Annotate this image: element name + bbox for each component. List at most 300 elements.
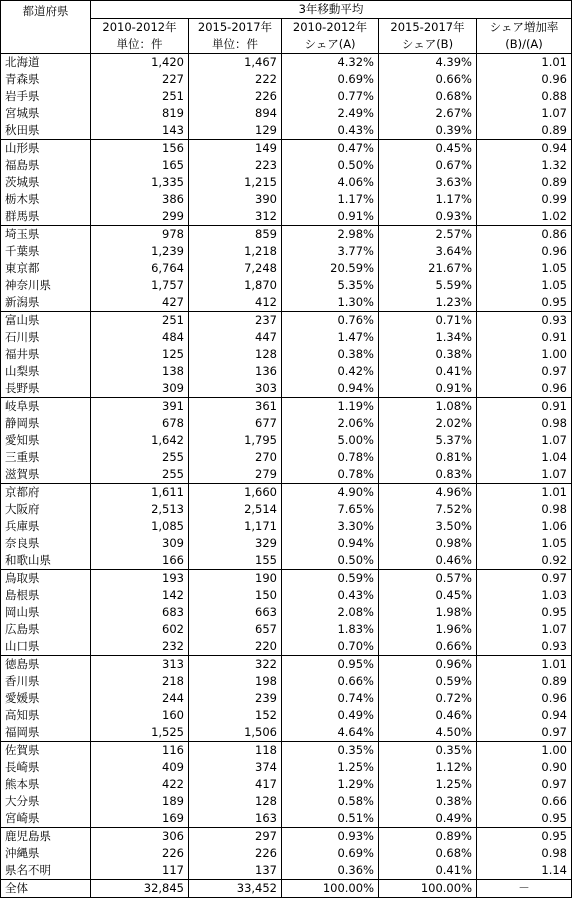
count-2015-cell: 1,870	[189, 277, 282, 294]
share-2015-cell: 0.49%	[379, 810, 477, 828]
count-2010-cell: 255	[91, 466, 189, 484]
prefecture-cell: 愛媛県	[1, 690, 91, 707]
growth-rate-cell: 1.00	[477, 346, 572, 363]
share-2010-cell: 3.30%	[282, 518, 379, 535]
growth-rate-cell: 1.14	[477, 862, 572, 880]
count-2015-cell: 417	[189, 776, 282, 793]
share-2010-cell: 0.38%	[282, 346, 379, 363]
prefecture-cell: 京都府	[1, 484, 91, 502]
count-2010-cell: 251	[91, 88, 189, 105]
count-2015-cell: 1,467	[189, 54, 282, 72]
share-2015-cell: 0.89%	[379, 828, 477, 846]
prefecture-cell: 千葉県	[1, 243, 91, 260]
prefecture-cell: 福岡県	[1, 724, 91, 742]
share-2010-cell: 0.91%	[282, 208, 379, 226]
count-2015-cell: 677	[189, 415, 282, 432]
count-2010-cell: 6,764	[91, 260, 189, 277]
table-row	[1, 157, 572, 174]
prefecture-cell: 兵庫県	[1, 518, 91, 535]
growth-rate-cell: 1.05	[477, 260, 572, 277]
growth-rate-cell: 0.97	[477, 570, 572, 588]
count-2015-cell: 297	[189, 828, 282, 846]
growth-rate-cell: 0.95	[477, 828, 572, 846]
table-row	[1, 535, 572, 552]
count-2010-cell: 166	[91, 552, 189, 570]
share-2015-cell: 1.23%	[379, 294, 477, 312]
prefecture-cell: 佐賀県	[1, 742, 91, 760]
count-2015-cell: 894	[189, 105, 282, 122]
count-2010-cell: 1,085	[91, 518, 189, 535]
share-2010-cell: 0.78%	[282, 466, 379, 484]
total-prefecture-cell: 全体	[1, 880, 91, 898]
share-2010-cell: 4.06%	[282, 174, 379, 191]
share-2015-cell: 0.39%	[379, 122, 477, 140]
growth-rate-cell: 0.86	[477, 226, 572, 244]
count-2015-cell: 137	[189, 862, 282, 880]
table-row	[1, 208, 572, 226]
prefecture-cell: 長野県	[1, 380, 91, 398]
share-2015-cell: 0.46%	[379, 552, 477, 570]
count-2010-cell: 299	[91, 208, 189, 226]
prefecture-cell: 熊本県	[1, 776, 91, 793]
table-row	[1, 191, 572, 208]
share-2010-cell: 0.58%	[282, 793, 379, 810]
share-2015-cell: 0.57%	[379, 570, 477, 588]
prefecture-cell: 長崎県	[1, 759, 91, 776]
growth-rate-cell: 0.91	[477, 398, 572, 416]
table-row	[1, 656, 572, 674]
count-2010-cell: 1,420	[91, 54, 189, 72]
share-2015-cell: 5.37%	[379, 432, 477, 449]
count-2015-cell: 1,215	[189, 174, 282, 191]
table-row	[1, 329, 572, 346]
table-row	[1, 449, 572, 466]
share-2015-cell: 3.64%	[379, 243, 477, 260]
prefecture-cell: 滋賀県	[1, 466, 91, 484]
total-share-2010-cell: 100.00%	[282, 880, 379, 898]
share-2010-cell: 0.69%	[282, 71, 379, 88]
header-count-2010: 2010-2012年	[91, 19, 189, 37]
table-row	[1, 501, 572, 518]
share-2015-cell: 0.72%	[379, 690, 477, 707]
share-2015-cell: 0.38%	[379, 346, 477, 363]
prefecture-cell: 鳥取県	[1, 570, 91, 588]
table-body	[1, 54, 572, 898]
growth-rate-cell: 1.07	[477, 621, 572, 638]
growth-rate-cell: 1.02	[477, 208, 572, 226]
share-2010-cell: 0.66%	[282, 673, 379, 690]
growth-rate-cell: 0.98	[477, 845, 572, 862]
share-2010-cell: 0.50%	[282, 552, 379, 570]
share-2010-cell: 0.77%	[282, 88, 379, 105]
share-2015-cell: 1.25%	[379, 776, 477, 793]
growth-rate-cell: 0.66	[477, 793, 572, 810]
count-2010-cell: 232	[91, 638, 189, 656]
count-2010-cell: 819	[91, 105, 189, 122]
share-2010-cell: 1.30%	[282, 294, 379, 312]
table-row	[1, 793, 572, 810]
growth-rate-cell: 1.06	[477, 518, 572, 535]
growth-rate-cell: 0.98	[477, 501, 572, 518]
growth-rate-cell: 1.04	[477, 449, 572, 466]
count-2010-cell: 125	[91, 346, 189, 363]
share-2010-cell: 1.83%	[282, 621, 379, 638]
count-2010-cell: 189	[91, 793, 189, 810]
share-2010-cell: 1.47%	[282, 329, 379, 346]
table-row	[1, 552, 572, 570]
total-share-2015-cell: 100.00%	[379, 880, 477, 898]
count-2015-cell: 270	[189, 449, 282, 466]
growth-rate-cell: 1.07	[477, 432, 572, 449]
count-2015-cell: 222	[189, 71, 282, 88]
share-2010-cell: 4.64%	[282, 724, 379, 742]
share-2015-cell: 0.71%	[379, 312, 477, 330]
share-2010-cell: 4.32%	[282, 54, 379, 72]
share-2010-cell: 0.70%	[282, 638, 379, 656]
share-2010-cell: 1.29%	[282, 776, 379, 793]
count-2015-cell: 223	[189, 157, 282, 174]
count-2015-cell: 303	[189, 380, 282, 398]
count-2015-cell: 329	[189, 535, 282, 552]
count-2015-cell: 7,248	[189, 260, 282, 277]
prefecture-cell: 三重県	[1, 449, 91, 466]
growth-rate-cell: 1.07	[477, 105, 572, 122]
table-row	[1, 570, 572, 588]
share-2015-cell: 1.98%	[379, 604, 477, 621]
share-2015-cell: 4.39%	[379, 54, 477, 72]
count-2015-cell: 226	[189, 88, 282, 105]
count-2015-cell: 374	[189, 759, 282, 776]
header-count-2015: 2015-2017年	[189, 19, 282, 37]
prefecture-cell: 神奈川県	[1, 277, 91, 294]
count-2015-cell: 390	[189, 191, 282, 208]
count-2010-cell: 427	[91, 294, 189, 312]
count-2015-cell: 128	[189, 346, 282, 363]
share-2010-cell: 0.59%	[282, 570, 379, 588]
growth-rate-cell: 0.98	[477, 415, 572, 432]
total-count-2010-cell: 32,845	[91, 880, 189, 898]
share-2015-cell: 0.35%	[379, 742, 477, 760]
count-2010-cell: 683	[91, 604, 189, 621]
share-2015-cell: 0.66%	[379, 638, 477, 656]
growth-rate-cell: 0.95	[477, 604, 572, 621]
prefecture-cell: 山口県	[1, 638, 91, 656]
share-2010-cell: 0.94%	[282, 380, 379, 398]
total-row	[1, 880, 572, 898]
share-2010-cell: 0.43%	[282, 122, 379, 140]
share-2015-cell: 0.83%	[379, 466, 477, 484]
prefecture-cell: 群馬県	[1, 208, 91, 226]
count-2015-cell: 220	[189, 638, 282, 656]
share-2015-cell: 0.91%	[379, 380, 477, 398]
table-row	[1, 845, 572, 862]
prefecture-cell: 奈良県	[1, 535, 91, 552]
share-2015-cell: 0.45%	[379, 140, 477, 158]
growth-rate-cell: 1.05	[477, 277, 572, 294]
count-2015-cell: 198	[189, 673, 282, 690]
count-2015-cell: 859	[189, 226, 282, 244]
count-2015-cell: 657	[189, 621, 282, 638]
share-2015-cell: 3.63%	[379, 174, 477, 191]
table-row	[1, 105, 572, 122]
table-row	[1, 621, 572, 638]
count-2010-cell: 409	[91, 759, 189, 776]
share-2010-cell: 7.65%	[282, 501, 379, 518]
share-2015-cell: 1.12%	[379, 759, 477, 776]
count-2010-cell: 602	[91, 621, 189, 638]
share-2015-cell: 0.46%	[379, 707, 477, 724]
prefecture-cell: 徳島県	[1, 656, 91, 674]
table-row	[1, 243, 572, 260]
table-row	[1, 54, 572, 72]
count-2010-cell: 160	[91, 707, 189, 724]
share-2010-cell: 1.25%	[282, 759, 379, 776]
growth-rate-cell: 0.99	[477, 191, 572, 208]
count-2015-cell: 279	[189, 466, 282, 484]
total-count-2015-cell: 33,452	[189, 880, 282, 898]
table-row	[1, 380, 572, 398]
growth-rate-cell: 0.95	[477, 810, 572, 828]
growth-rate-cell: 1.00	[477, 742, 572, 760]
share-2015-cell: 2.02%	[379, 415, 477, 432]
table-row	[1, 638, 572, 656]
count-2015-cell: 149	[189, 140, 282, 158]
growth-rate-cell: 0.94	[477, 140, 572, 158]
growth-rate-cell: 0.89	[477, 673, 572, 690]
count-2010-cell: 1,642	[91, 432, 189, 449]
table-row	[1, 828, 572, 846]
share-2015-cell: 0.96%	[379, 656, 477, 674]
growth-rate-cell: 0.95	[477, 294, 572, 312]
table-row	[1, 88, 572, 105]
share-2010-cell: 5.00%	[282, 432, 379, 449]
count-2015-cell: 239	[189, 690, 282, 707]
prefecture-cell: 福島県	[1, 157, 91, 174]
prefecture-cell: 沖縄県	[1, 845, 91, 862]
prefecture-cell: 広島県	[1, 621, 91, 638]
table-row	[1, 346, 572, 363]
count-2010-cell: 1,611	[91, 484, 189, 502]
count-2010-cell: 1,525	[91, 724, 189, 742]
growth-rate-cell: 0.88	[477, 88, 572, 105]
count-2010-cell: 227	[91, 71, 189, 88]
growth-rate-cell: 1.07	[477, 466, 572, 484]
header-moving-average: 3年移動平均	[91, 1, 572, 19]
growth-rate-cell: 0.89	[477, 174, 572, 191]
share-2015-cell: 0.66%	[379, 71, 477, 88]
share-2010-cell: 0.95%	[282, 656, 379, 674]
share-2010-cell: 4.90%	[282, 484, 379, 502]
growth-rate-cell: 0.94	[477, 707, 572, 724]
growth-rate-cell: 1.05	[477, 535, 572, 552]
prefecture-cell: 富山県	[1, 312, 91, 330]
growth-rate-cell: 0.96	[477, 690, 572, 707]
count-2015-cell: 129	[189, 122, 282, 140]
growth-rate-cell: 0.97	[477, 776, 572, 793]
header-share-growth: シェア増加率	[477, 19, 572, 37]
prefecture-cell: 岐阜県	[1, 398, 91, 416]
prefecture-cell: 福井県	[1, 346, 91, 363]
share-2015-cell: 0.98%	[379, 535, 477, 552]
share-2010-cell: 0.74%	[282, 690, 379, 707]
share-2010-cell: 20.59%	[282, 260, 379, 277]
count-2010-cell: 156	[91, 140, 189, 158]
growth-rate-cell: 0.96	[477, 243, 572, 260]
count-2010-cell: 313	[91, 656, 189, 674]
count-2010-cell: 251	[91, 312, 189, 330]
share-2015-cell: 3.50%	[379, 518, 477, 535]
share-2015-cell: 1.17%	[379, 191, 477, 208]
count-2015-cell: 190	[189, 570, 282, 588]
header-count-2015-unit: 単位：件	[189, 36, 282, 54]
count-2015-cell: 2,514	[189, 501, 282, 518]
share-2010-cell: 0.69%	[282, 845, 379, 862]
growth-rate-cell: 0.91	[477, 329, 572, 346]
count-2010-cell: 116	[91, 742, 189, 760]
share-2010-cell: 0.78%	[282, 449, 379, 466]
growth-rate-cell: 0.97	[477, 724, 572, 742]
growth-rate-cell: 0.97	[477, 363, 572, 380]
share-2015-cell: 0.41%	[379, 862, 477, 880]
prefecture-cell: 北海道	[1, 54, 91, 72]
share-2010-cell: 0.35%	[282, 742, 379, 760]
growth-rate-cell: 1.03	[477, 587, 572, 604]
share-2010-cell: 3.77%	[282, 243, 379, 260]
share-2015-cell: 0.38%	[379, 793, 477, 810]
table-row	[1, 294, 572, 312]
header-ratio: (B)/(A)	[477, 36, 572, 54]
growth-rate-cell: 1.01	[477, 54, 572, 72]
table-row	[1, 71, 572, 88]
table-row	[1, 174, 572, 191]
table-row	[1, 604, 572, 621]
table-row	[1, 776, 572, 793]
share-2010-cell: 0.47%	[282, 140, 379, 158]
header-prefecture: 都道府県	[1, 1, 91, 54]
share-2015-cell: 1.96%	[379, 621, 477, 638]
prefecture-cell: 青森県	[1, 71, 91, 88]
share-2010-cell: 0.51%	[282, 810, 379, 828]
share-2015-cell: 1.34%	[379, 329, 477, 346]
share-2015-cell: 2.67%	[379, 105, 477, 122]
share-2010-cell: 0.50%	[282, 157, 379, 174]
prefecture-cell: 東京都	[1, 260, 91, 277]
count-2010-cell: 169	[91, 810, 189, 828]
growth-rate-cell: 1.32	[477, 157, 572, 174]
share-2010-cell: 5.35%	[282, 277, 379, 294]
count-2010-cell: 484	[91, 329, 189, 346]
share-2010-cell: 0.43%	[282, 587, 379, 604]
share-2010-cell: 0.49%	[282, 707, 379, 724]
share-2015-cell: 1.08%	[379, 398, 477, 416]
share-2015-cell: 0.45%	[379, 587, 477, 604]
prefecture-cell: 大阪府	[1, 501, 91, 518]
count-2010-cell: 255	[91, 449, 189, 466]
count-2015-cell: 136	[189, 363, 282, 380]
count-2010-cell: 1,239	[91, 243, 189, 260]
table-row	[1, 415, 572, 432]
growth-rate-cell: 0.90	[477, 759, 572, 776]
share-2015-cell: 7.52%	[379, 501, 477, 518]
prefecture-cell: 山梨県	[1, 363, 91, 380]
share-2010-cell: 2.06%	[282, 415, 379, 432]
table-row	[1, 398, 572, 416]
share-2015-cell: 0.67%	[379, 157, 477, 174]
table-row	[1, 724, 572, 742]
prefecture-cell: 石川県	[1, 329, 91, 346]
count-2015-cell: 1,218	[189, 243, 282, 260]
count-2010-cell: 306	[91, 828, 189, 846]
count-2015-cell: 412	[189, 294, 282, 312]
table-row	[1, 810, 572, 828]
header-share-2010: 2010-2012年	[282, 19, 379, 37]
table-row	[1, 690, 572, 707]
count-2015-cell: 150	[189, 587, 282, 604]
table-row	[1, 742, 572, 760]
growth-rate-cell: 0.96	[477, 380, 572, 398]
count-2010-cell: 138	[91, 363, 189, 380]
table-row	[1, 587, 572, 604]
prefecture-cell: 栃木県	[1, 191, 91, 208]
growth-rate-cell: 0.96	[477, 71, 572, 88]
share-2010-cell: 2.08%	[282, 604, 379, 621]
prefecture-cell: 和歌山県	[1, 552, 91, 570]
count-2010-cell: 391	[91, 398, 189, 416]
table-row	[1, 226, 572, 244]
growth-rate-cell: 0.89	[477, 122, 572, 140]
header-share-b: シェア(B)	[379, 36, 477, 54]
share-2010-cell: 2.98%	[282, 226, 379, 244]
prefecture-cell: 埼玉県	[1, 226, 91, 244]
prefecture-cell: 大分県	[1, 793, 91, 810]
prefecture-cell: 香川県	[1, 673, 91, 690]
table-row	[1, 862, 572, 880]
count-2015-cell: 155	[189, 552, 282, 570]
share-2015-cell: 5.59%	[379, 277, 477, 294]
count-2010-cell: 386	[91, 191, 189, 208]
count-2010-cell: 422	[91, 776, 189, 793]
count-2015-cell: 447	[189, 329, 282, 346]
header-share-2015: 2015-2017年	[379, 19, 477, 37]
table-row	[1, 260, 572, 277]
count-2015-cell: 237	[189, 312, 282, 330]
prefecture-cell: 宮崎県	[1, 810, 91, 828]
table-row	[1, 277, 572, 294]
prefecture-cell: 新潟県	[1, 294, 91, 312]
growth-rate-cell: 0.93	[477, 638, 572, 656]
table-row	[1, 759, 572, 776]
count-2015-cell: 1,795	[189, 432, 282, 449]
share-2010-cell: 0.42%	[282, 363, 379, 380]
table-row	[1, 466, 572, 484]
share-2015-cell: 2.57%	[379, 226, 477, 244]
prefecture-cell: 鹿児島県	[1, 828, 91, 846]
header-share-a: シェア(A)	[282, 36, 379, 54]
count-2010-cell: 142	[91, 587, 189, 604]
prefecture-cell: 高知県	[1, 707, 91, 724]
growth-rate-cell: 1.01	[477, 484, 572, 502]
count-2010-cell: 165	[91, 157, 189, 174]
prefecture-cell: 岡山県	[1, 604, 91, 621]
share-2015-cell: 4.50%	[379, 724, 477, 742]
count-2010-cell: 218	[91, 673, 189, 690]
prefecture-cell: 愛知県	[1, 432, 91, 449]
share-2015-cell: 0.81%	[379, 449, 477, 466]
prefecture-cell: 岩手県	[1, 88, 91, 105]
share-2010-cell: 0.76%	[282, 312, 379, 330]
count-2010-cell: 143	[91, 122, 189, 140]
prefecture-cell: 山形県	[1, 140, 91, 158]
